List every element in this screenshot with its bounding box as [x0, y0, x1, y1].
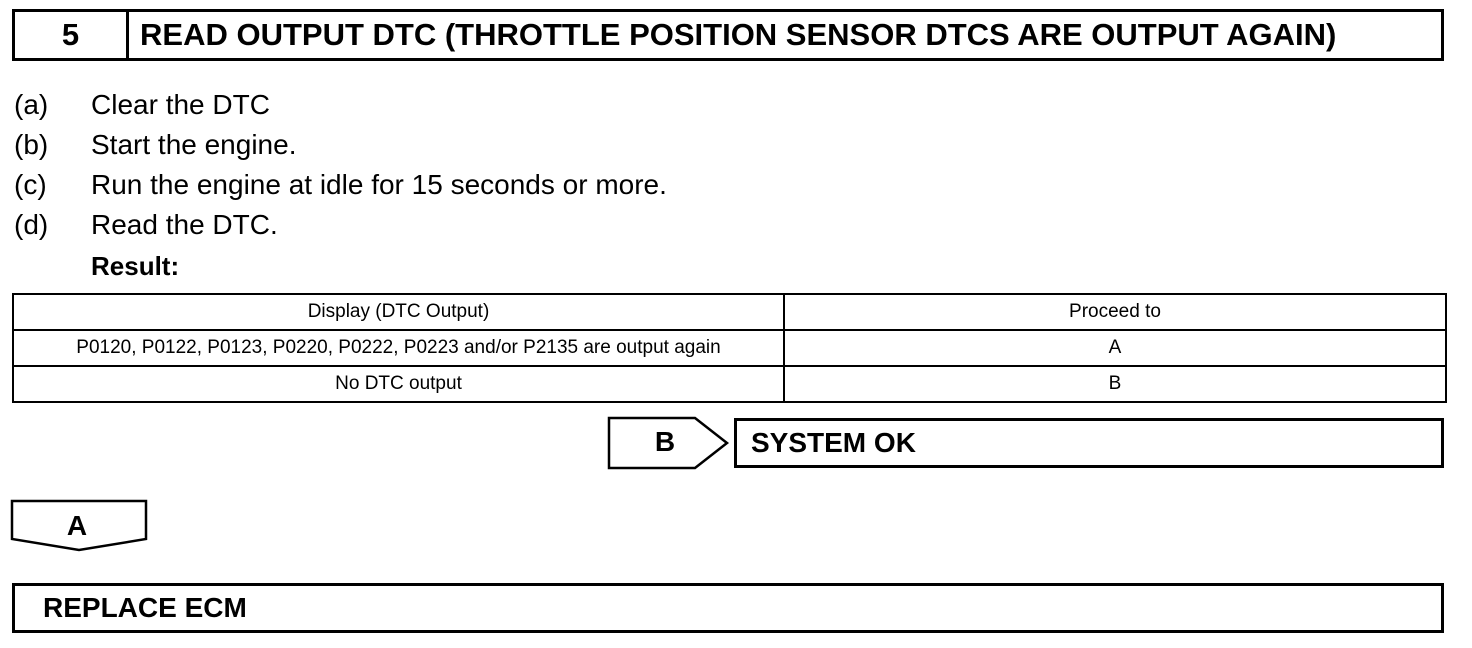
instruction-item — [14, 85, 914, 125]
instruction-item — [14, 165, 914, 205]
table-cell-proceed: A — [784, 330, 1446, 366]
system-ok-box — [734, 418, 1444, 468]
instruction-text: Clear the DTC — [91, 89, 270, 120]
table-row — [13, 330, 1446, 366]
instruction-label: (c) — [14, 169, 47, 200]
table-cell-display: No DTC output — [13, 366, 784, 402]
result-label: Result: — [91, 251, 180, 281]
instruction-text: Read the DTC. — [91, 209, 278, 240]
instruction-label: (d) — [14, 209, 49, 240]
instruction-item — [14, 205, 914, 245]
system-ok-text: SYSTEM OK — [751, 427, 916, 458]
instruction-label: (b) — [14, 129, 49, 160]
instruction-text: Run the engine at idle for 15 seconds or more. — [91, 169, 667, 200]
table-header-proceed: Proceed to — [784, 294, 1446, 330]
table-cell-proceed: B — [784, 366, 1446, 402]
step-title: READ OUTPUT DTC (THROTTLE POSITION SENSOR DTCS ARE OUTPUT AGAIN) — [140, 17, 1337, 52]
instruction-item — [14, 125, 914, 165]
replace-ecm-box — [12, 583, 1444, 633]
table-cell-display: P0120, P0122, P0123, P0220, P0222, P0223 and/or P2135 are output again — [13, 330, 784, 366]
branch-a-label: A — [66, 510, 88, 541]
instruction-text: Start the engine. — [91, 129, 297, 160]
table-header-row — [13, 294, 1446, 330]
result-table — [12, 293, 1447, 403]
table-header-display: Display (DTC Output) — [13, 294, 784, 330]
step-header — [12, 9, 1444, 61]
replace-ecm-text: REPLACE ECM — [43, 592, 247, 623]
step-number: 5 — [15, 12, 129, 58]
table-row — [13, 366, 1446, 402]
branch-b-label: B — [654, 426, 676, 457]
instruction-label: (a) — [14, 89, 49, 120]
